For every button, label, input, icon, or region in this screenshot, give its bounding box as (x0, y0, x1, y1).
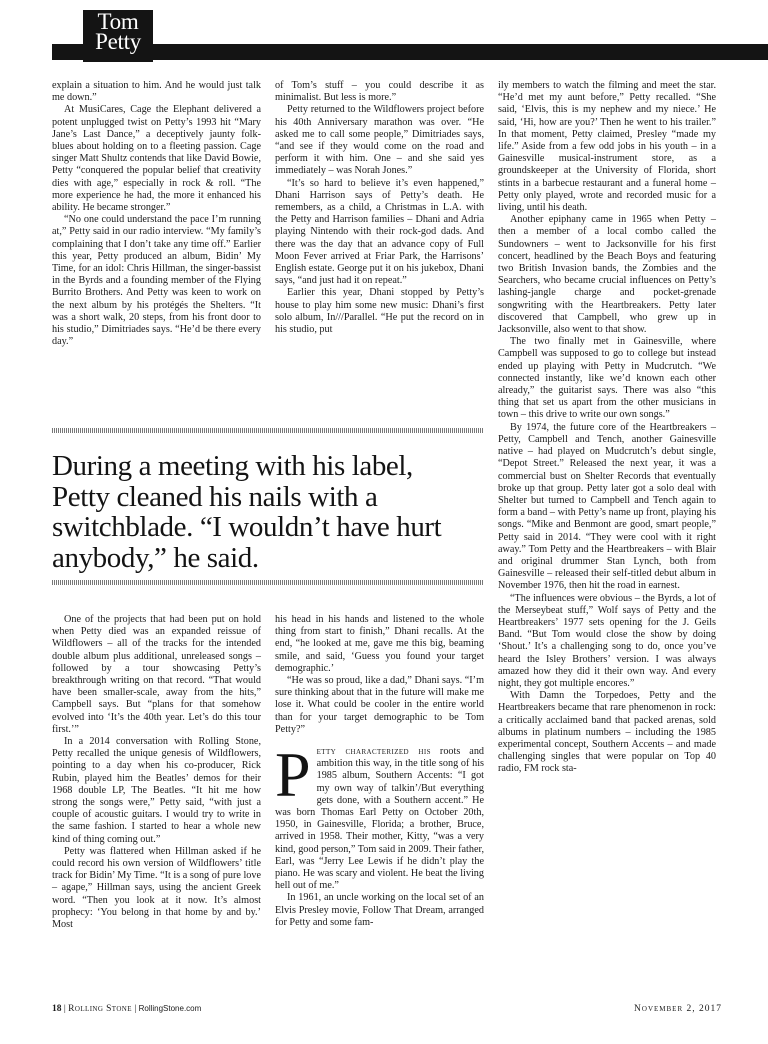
drop-cap-body: roots and ambition this way, in the title song of his 1985 album, Southern Accents: “I got my own way of talkin’/But everything gets done, with a Southern accent.” He was born Thomas Earl Petty on October 20th, 1950, in Gainesville, Florida; a brother, Bruce, arrived in 1958. Their mother, Kitty, “was a very kind, good person,” Tom said in 2009. Their father, Earl, was “Jerry Lee Lewis if he didn’t play the piano. He was scary and violent. He beat the living hell out of me.” (275, 746, 485, 892)
paragraph: “The influences were obvious – the Byrds, a lot of the Merseybeat stuff,” Wolf says of Petty and the Heartbreakers’ 1977 sets opening for the J. Geils Band. “But Tom would close the show by doing ‘Shout.’ It’s a challenging song to do, once you’ve heard the Isley Brothers’ version. I was always amazed how they did it their own way. And every night, they got multiple encores.” (498, 592, 716, 689)
section-title-line-1: Tom (97, 9, 139, 34)
paragraph: “He was so proud, like a dad,” Dhani says. “I’m sure thinking about that in the future will make me lose it. What could be cooler in the entire world than for your target demographic to be Tom Petty?” (275, 675, 484, 735)
paragraph: By 1974, the future core of the Heartbreakers – Petty, Campbell and Tench, another Gainesville native – had played on Mudcrutch’s debut single, “Depot Street.” Released the next year, it was a commercial bust on Shelter Records that eventually broke up that group. Petty later got a solo deal with Shelter but turned to Campbell and Tench again to form a band – with Petty’s name up front, playing his songs. “Mike and Benmont are good, smart people,” Petty said in 2014. “They were cool with it right away.” Tom Petty and the Heartbreakers – with Blair and original drummer Stan Lynch, both from Gainesville – released their self-titled debut album in November 1976, then hit the road in earnest. (498, 421, 716, 592)
drop-cap-lead: etty characterized his (316, 746, 431, 758)
column-1-top (52, 80, 261, 348)
paragraph: At MusiCares, Cage the Elephant delivered a potent unplugged twist on Petty’s 1993 hit “Mary Jane’s Last Dance,” a deceptively jaunty folk-blues about holding on to a fleeting passion. Cage singer Matt Shultz contends that like David Bowie, Petty “conquered the popular belief that creativity dies with age,” especially in rock & roll. “The more experience he had, the more it enhanced his ability. He became stronger.” (52, 104, 261, 214)
paragraph: ily members to watch the filming and meet the star. “He’d met my aunt before,” Petty recalled. “She said, ‘Elvis, this is my nephew and my niece.’ He said, ‘Hi, how are you?’ Then he went to his trailer.” In that moment, Petty claimed, Presley “made my life.” Aside from a few odd jobs in his youth – in a Gainesville musical-instrument store, as a groundskeeper at the University of Florida, short stints in a barbecue restaurant and a funeral home – Petty only played, wrote and recorded music for a living, until his death. (498, 80, 716, 214)
paragraph: The two finally met in Gainesville, where Campbell was supposed to go to college but instead ended up playing with Petty in Mudcrutch. “We connected instantly, like we’d known each other already,” the guitarist says. There was also “this thing that set us apart from the other musicians in town – this drive to write our own songs.” (498, 336, 716, 421)
section-title-line-2: Petty (95, 29, 141, 54)
column-2-top (275, 80, 484, 336)
paragraph: Earlier this year, Dhani stopped by Petty’s house to play him some new music: Dhani’s first solo album, In///Parallel. “He put the record on in his studio, put (275, 287, 484, 336)
paragraph: “It’s so hard to believe it’s even happened,” Dhani Harrison says of Petty’s death. He remembers, as a child, a Christmas in L.A. with the Petty and Harrison families – Dhani and Adria playing Nintendo with their rock-god dads. And there was the day that an advance copy of Full Moon Fever arrived at Friar Park, the Harrisons’ English estate. George put it on his jukebox, Dhani says, “and just had it on repeat.” (275, 177, 484, 287)
paragraph: of Tom’s stuff – you could describe it as minimalist. But less is more.” (275, 80, 484, 104)
paragraph: Petty returned to the Wildflowers project before his 40th Anniversary marathon was over. “He asked me to call some people,” Dimitriades says, “and see if they would come on the road and perform it with him. One – and she said yes immediately – was Norah Jones.” (275, 104, 484, 177)
drop-cap-paragraph (275, 739, 485, 892)
pull-quote-rule-top (52, 428, 484, 433)
paragraph: Petty was flattered when Hillman asked if he could record his own version of Wildflowers’ title track for Bidin’ My Time. “It is a song of pure love – agape,” Hillman says, using the ancient Greek word. “Then you look at it now. It’s almost prophecy: ‘You belong in that home by and by.’ Most (52, 845, 261, 931)
page-number: 18 (52, 1004, 62, 1014)
section-title (83, 9, 153, 54)
column-3 (498, 80, 716, 776)
pull-quote-rule-bottom (52, 580, 484, 585)
drop-cap: P (275, 739, 311, 811)
paragraph: his head in his hands and listened to the whole thing from start to finish,” Dhani recalls. At the end, “he looked at me, gave me this big, beaming smile, and said, ‘Guess you found your target demographic.’ (275, 614, 484, 674)
magazine-name: Rolling Stone (68, 1004, 132, 1014)
column-1-bottom (52, 614, 261, 931)
page-footer (52, 1004, 722, 1014)
paragraph: “No one could understand the pace I’m running at,” Petty said in our radio interview. “My family’s complaining that I don’t take any time off.” Earlier this year, Petty produced an album, Bidin’ My Time, for an idol: Chris Hillman, the singer-bassist in the Byrds and a founding member of the Flying Burrito Brothers. And Petty was keen to work on the next album by his protégés the Shelters. “It was a short walk, 20 steps, from his front door to his studio,” Dimitriades says. “He’d be there every day.” (52, 214, 261, 348)
pull-quote: During a meeting with his label, Petty cleaned his nails with a switchblade. “I wouldn’t have hurt anybody,” he said. (52, 450, 442, 574)
paragraph: explain a situation to him. And he would just talk me down.” (52, 80, 261, 104)
issue-date: November 2, 2017 (634, 1004, 722, 1014)
footer-divider: | (134, 1004, 139, 1014)
footer-divider: | (63, 1004, 69, 1014)
paragraph: Another epiphany came in 1965 when Petty – then a member of a local combo called the Sundowners – went to Jacksonville for his first concert, headlined by the Beach Boys and featuring two British Invasion bands, the Zombies and the Searchers, who became crucial influences on Petty’s lashing-jangle charge and pocket-grenade songwriting with the Heartbreakers. Petty later discovered that Campbell, who grew up in Jacksonville, also went to that show. (498, 214, 716, 336)
column-2-bottom (275, 614, 484, 929)
paragraph: One of the projects that had been put on hold when Petty died was an expanded reissue of Wildflowers – all of the tracks for the intended double album plus additional, unreleased songs – followed by a tour showcasing Petty’s breakthrough writing on that record. “That would have been smaller-scale, away from the hits,” Campbell says. But “plans for that somehow evolved into ‘It’s the 40th year. Let’s do this tour first.’” (52, 614, 261, 735)
paragraph: With Damn the Torpedoes, Petty and the Heartbreakers became that rare phenomenon in rock: a critically acclaimed band that packed arenas, sold albums in platinum numbers – including the 1985 experimental concept, Southern Accents – and made challenging singles that were popular on Top 40 radio, FM rock sta- (498, 690, 716, 775)
website: RollingStone.com (138, 1004, 202, 1013)
paragraph: In 1961, an uncle working on the local set of an Elvis Presley movie, Follow That Dream, arranged for Petty and some fam- (275, 892, 484, 928)
paragraph: In a 2014 conversation with Rolling Stone, Petty recalled the unique genesis of Wildflowers, pointing to a day when his co-producer, Rick Rubin, played him the Beatles’ demos for their 1968 double LP, The Beatles. “It hit me how strong the songs were,” Petty said, “with just a couple of acoustic guitars. I would try to write in the same fashion. I started to hear a whole new kind of thing coming out.” (52, 736, 261, 845)
section-header-bar (52, 44, 768, 60)
